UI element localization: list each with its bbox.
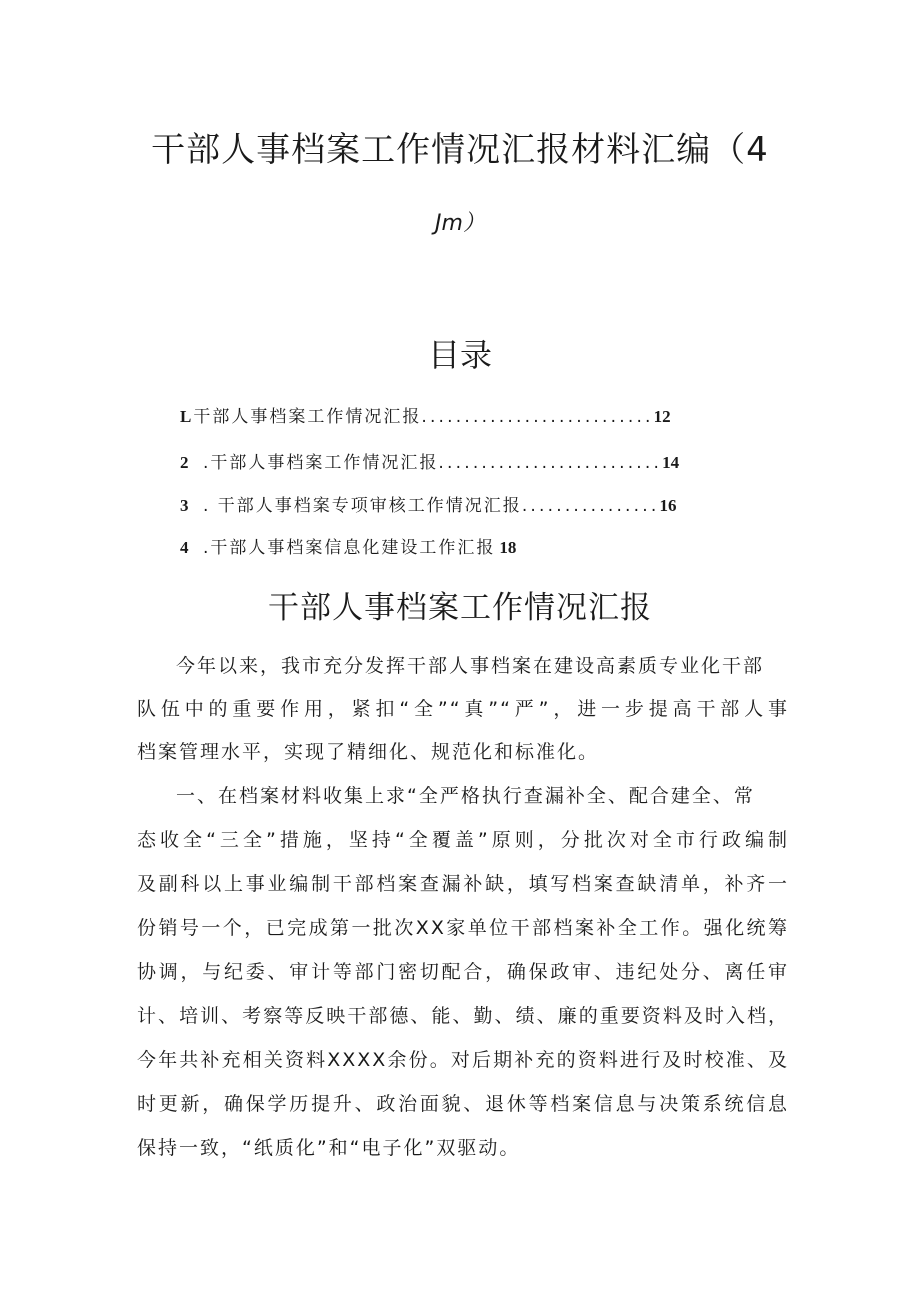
toc-page-number: 16 xyxy=(659,496,677,515)
paragraph-line: 份销号一个，已完成第一批次XX家单位干部档案补全工作。强化统筹 xyxy=(137,917,789,939)
paragraph-line: 今年以来，我市充分发挥干部人事档案在建设高素质专业化干部 xyxy=(176,655,765,677)
paragraph-line: 队伍中的重要作用，紧扣“全”“真”“严”，进一步提高干部人事 xyxy=(137,698,789,720)
toc-item-text: .干部人事档案工作情况汇报 xyxy=(203,453,439,473)
toc-item[interactable] xyxy=(180,491,676,516)
paragraph-line: 协调，与纪委、审计等部门密切配合，确保政审、违纪处分、离任审 xyxy=(137,961,789,983)
toc-item-text: 干部人事档案工作情况汇报 xyxy=(193,407,422,427)
toc-page-number: 14 xyxy=(662,453,680,472)
toc-item-number: L xyxy=(180,407,194,426)
toc-item-text: . 干部人事档案专项审核工作情况汇报 xyxy=(203,496,522,516)
paragraph-line: 一、在档案材料收集上求“全严格执行查漏补全、配合建全、常 xyxy=(176,785,755,807)
paragraph-line: 档案管理水平，实现了精细化、规范化和标准化。 xyxy=(137,741,600,763)
toc-leader-dots: ................ xyxy=(521,496,660,516)
toc-item[interactable] xyxy=(180,448,679,473)
paragraph-line: 今年共补充相关资料XXXX余份。对后期补充的资料进行及时校准、及 xyxy=(137,1049,789,1071)
toc-item[interactable] xyxy=(180,402,671,427)
toc-item[interactable] xyxy=(180,533,516,558)
toc-item-number: 4 xyxy=(180,538,203,557)
section-title: 干部人事档案工作情况汇报 xyxy=(268,590,652,626)
toc-item-number: 3 xyxy=(180,496,203,515)
document-title-continuation: Jm） xyxy=(435,211,485,236)
paragraph-line: 及副科以上事业编制干部档案查漏补缺，填写档案查缺清单，补齐一 xyxy=(137,873,789,895)
toc-page-number: 18 xyxy=(499,538,517,557)
toc-item-number: 2 xyxy=(180,453,203,472)
paragraph-line: 计、培训、考察等反映干部德、能、勤、绩、廉的重要资料及时入档， xyxy=(137,1005,789,1027)
paragraph-line: 态收全“三全”措施，坚持“全覆盖”原则，分批次对全市行政编制 xyxy=(137,829,789,851)
toc-heading: 目录 xyxy=(427,336,492,374)
toc-leader-dots: .......................... xyxy=(438,453,663,473)
document-title: 干部人事档案工作情况汇报材料汇编（4 xyxy=(151,130,769,170)
paragraph-line: 时更新，确保学历提升、政治面貌、退休等档案信息与决策系统信息 xyxy=(137,1093,789,1115)
toc-leader-dots: ........................... xyxy=(421,407,654,427)
toc-item-text: .干部人事档案信息化建设工作汇报 xyxy=(203,538,496,558)
paragraph-line: 保持一致，“纸质化”和“电子化”双驱动。 xyxy=(137,1137,521,1159)
toc-page-number: 12 xyxy=(653,407,671,426)
